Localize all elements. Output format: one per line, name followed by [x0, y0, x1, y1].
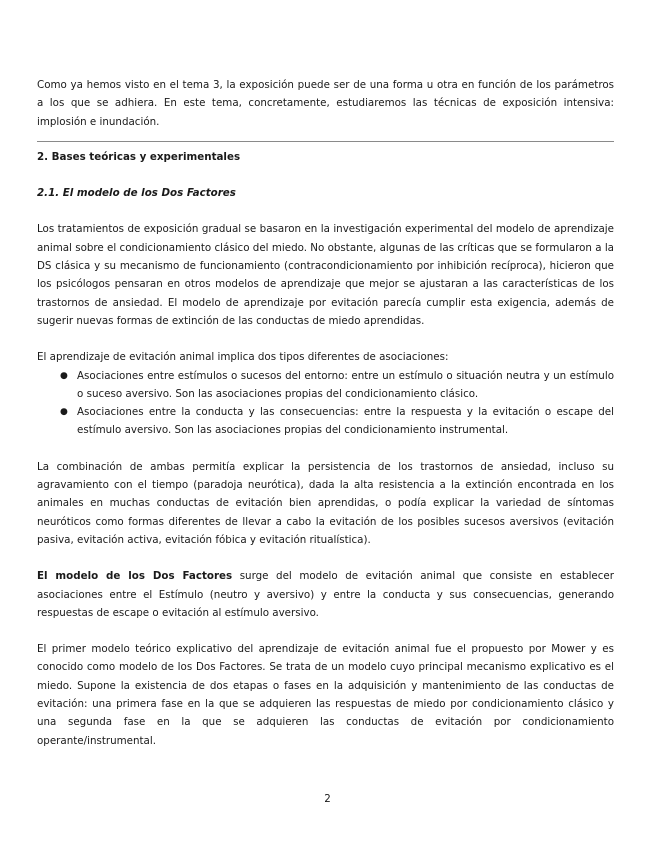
associations-list: [37, 367, 614, 440]
two-factor-definition-text: surge del modelo de evitación animal que consiste en establecer asociaciones entre el Estímulo (neutro y aversivo) y entre la conducta y sus consecuencias, generando respuestas de escape o evitación al estímulo aversivo.: [37, 570, 614, 619]
paragraph-exposure-background: Los tratamientos de exposición gradual se basaron en la investigación experimental del modelo de aprendizaje animal sobre el condicionamiento clásico del miedo. No obstante, algunas de las críticas que se formularon a la DS clásica y su mecanismo de funcionamiento (contracondicionamiento por inhibición recíproca), hicieron que los psicólogos pensaran en otros modelos de aprendizaje que mejor se ajustaran a las características de los trastornos de ansiedad. El modelo de aprendizaje por evitación parecía cumplir esta exigencia, además de sugerir nuevas formas de extinción de las conductas de miedo aprendidas.: [37, 223, 614, 327]
bullet-icon: ●: [60, 370, 68, 381]
bullet-icon: ●: [60, 407, 68, 418]
subsection-heading: 2.1. El modelo de los Dos Factores: [37, 187, 236, 200]
intro-paragraph: Como ya hemos visto en el tema 3, la exposición puede ser de una forma u otra en función de los parámetros a los que se adhiera. En este tema, concretamente, estudiaremos las técnicas de exposición intensiva: implosión e inundación.: [37, 79, 614, 128]
list-item-text: Asociaciones entre la conducta y las consecuencias: entre la respuesta y la evitación o escape del estímulo aversivo. Son las asociaciones propias del condicionamiento instrumental.: [77, 406, 614, 437]
paragraph-two-factor-definition: [37, 567, 614, 622]
two-factor-term: El modelo de los Dos Factores: [37, 570, 233, 583]
section-heading: 2. Bases teóricas y experimentales: [37, 150, 241, 163]
paragraph-avoidance-lead: El aprendizaje de evitación animal implica dos tipos diferentes de asociaciones:: [37, 351, 449, 364]
page-number: 2: [324, 793, 331, 805]
list-item: [60, 367, 614, 404]
list-item-text: Asociaciones entre estímulos o sucesos del entorno: entre un estímulo o situación neutra y un estímulo o suceso aversivo. Son las asociaciones propias del condicionamiento clásico.: [77, 369, 614, 400]
list-item: [60, 403, 614, 440]
section-divider: [37, 141, 614, 142]
paragraph-mower-model: El primer modelo teórico explicativo del aprendizaje de evitación animal fue el propuesto por Mower y es conocido como modelo de los Dos Factores. Se trata de un modelo cuyo principal mecanismo explicativo es el miedo. Supone la existencia de dos etapas o fases en la adquisición y mantenimiento de las conductas de evitación: una primera fase en la que se adquieren las respuestas de miedo por condicionamiento clásico y una segunda fase en la que se adquieren las conductas de evitación por condicionamiento operante/instrumental.: [37, 643, 614, 747]
paragraph-combination: La combinación de ambas permitía explicar la persistencia de los trastornos de ansiedad, incluso su agravamiento con el tiempo (paradoja neurótica), dada la alta resistencia a la extinción encontrada en los animales en muchas conductas de evitación bien aprendidas, o podía explicar la variedad de síntomas neuróticos como formas diferentes de llevar a cabo la evitación de los posibles sucesos aversivos (evitación pasiva, evitación activa, evitación fóbica y evitación ritualística).: [37, 460, 614, 546]
